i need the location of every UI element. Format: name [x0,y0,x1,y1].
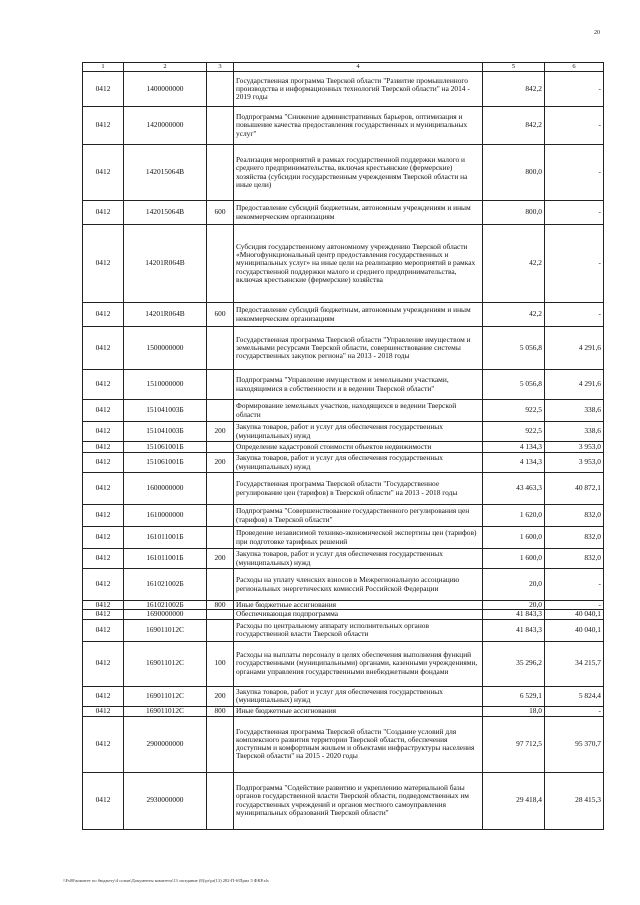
section-code-cell: 0412 [83,549,124,569]
section-code-cell: 0412 [83,442,124,453]
section-code-cell: 0412 [83,400,124,422]
actual-amount-cell: 832,0 [545,549,604,569]
description-cell: Иные бюджетные ассигнования [234,601,483,610]
table-row [83,303,604,327]
expense-type-cell [207,327,234,370]
planned-amount-cell: 42,2 [483,225,545,303]
planned-amount-cell: 97 712,5 [483,716,545,772]
expense-type-cell: 200 [207,453,234,473]
description-cell: Проведение независимой технико-экономической экспертизы цен (тарифов) при подготовке тарифных решений [234,527,483,549]
actual-amount-cell: - [545,201,604,225]
expense-type-cell [207,72,234,107]
section-code-cell: 0412 [83,225,124,303]
description-cell: Расходы по центральному аппарату исполнительных органов государственной власти Тверской области [234,619,483,641]
target-article-cell: 1400000000 [124,72,207,107]
target-article-cell: 2930000000 [124,772,207,829]
target-article-cell: 142015064В [124,145,207,201]
target-article-cell: 161021002Б [124,569,207,601]
section-code-cell: 0412 [83,201,124,225]
actual-amount-cell: 832,0 [545,505,604,527]
actual-amount-cell: - [545,225,604,303]
expense-type-cell: 600 [207,201,234,225]
column-header: 5 [483,63,545,72]
planned-amount-cell: 18,0 [483,706,545,716]
table-row [83,201,604,225]
description-cell: Иные бюджетные ассигнования [234,706,483,716]
column-number-row [83,63,604,72]
expense-type-cell [207,400,234,422]
planned-amount-cell: 29 418,4 [483,772,545,829]
description-cell: Субсидия государственному автономному учреждению Тверской области «Многофункциональный центр предоставления государственных и муниципальных услуг» на иные цели на реализацию мероприятий в рамках государственной поддержки малого и среднего предпринимательства, включая крестьянские (фермерские) хозяйства [234,225,483,303]
column-header: 4 [234,63,483,72]
section-code-cell: 0412 [83,107,124,145]
planned-amount-cell: 1 620,0 [483,505,545,527]
planned-amount-cell: 43 463,3 [483,473,545,505]
table-row [83,706,604,716]
column-header: 6 [545,63,604,72]
target-article-cell: 2900000000 [124,716,207,772]
table-row [83,442,604,453]
description-cell: Подпрограмма "Управление имуществом и земельными участками, находящимися в собственности и в ведении Тверской области" [234,370,483,400]
expense-type-cell: 200 [207,686,234,706]
expense-type-cell [207,370,234,400]
target-article-cell: 151041003Б [124,422,207,442]
expense-type-cell: 800 [207,706,234,716]
planned-amount-cell: 5 056,8 [483,327,545,370]
expense-type-cell [207,442,234,453]
planned-amount-cell: 35 296,2 [483,641,545,686]
section-code-cell: 0412 [83,453,124,473]
section-code-cell: 0412 [83,641,124,686]
description-cell: Определение кадастровой стоимости объектов недвижимости [234,442,483,453]
budget-table [82,62,604,830]
section-code-cell: 0412 [83,772,124,829]
expense-type-cell [207,569,234,601]
planned-amount-cell: 42,2 [483,303,545,327]
expense-type-cell: 100 [207,641,234,686]
table-row [83,505,604,527]
section-code-cell: 0412 [83,610,124,619]
target-article-cell: 161021002Б [124,601,207,610]
description-cell: Закупка товаров, работ и услуг для обеспечения государственных (муниципальных) нужд [234,549,483,569]
section-code-cell: 0412 [83,619,124,641]
description-cell: Государственная программа Тверской области "Государственное регулирование цен (тарифов) в Тверской области" на 2013 - 2018 годы [234,473,483,505]
section-code-cell: 0412 [83,569,124,601]
table-row [83,473,604,505]
actual-amount-cell: 3 953,0 [545,453,604,473]
planned-amount-cell: 1 600,0 [483,549,545,569]
target-article-cell: 14201R064В [124,225,207,303]
expense-type-cell [207,716,234,772]
expense-type-cell [207,225,234,303]
planned-amount-cell: 41 843,3 [483,619,545,641]
expense-type-cell [207,772,234,829]
actual-amount-cell: 4 291,6 [545,327,604,370]
description-cell: Предоставление субсидий бюджетным, автономным учреждениям и иным некоммерческим организациям [234,201,483,225]
target-article-cell: 169011012С [124,686,207,706]
description-cell: Подпрограмма "Снижение административных барьеров, оптимизация и повышение качества предоставления государственных и муниципальных услуг" [234,107,483,145]
target-article-cell: 161011001Б [124,549,207,569]
expense-type-cell [207,527,234,549]
planned-amount-cell: 842,2 [483,72,545,107]
actual-amount-cell: 40 872,1 [545,473,604,505]
actual-amount-cell: 338,6 [545,422,604,442]
planned-amount-cell: 5 056,8 [483,370,545,400]
target-article-cell: 142015064В [124,201,207,225]
column-header: 1 [83,63,124,72]
table-row [83,527,604,549]
table-row [83,601,604,610]
planned-amount-cell: 4 134,3 [483,453,545,473]
description-cell: Государственная программа Тверской области "Управление имуществом и земельными ресурсами Тверской области, совершенствование системы государственных закупок региона" на 2013 - 2018 годы [234,327,483,370]
table-row [83,225,604,303]
section-code-cell: 0412 [83,327,124,370]
file-path-footer: \\Fs00\комитет по бюджету\4 созыв\Документы комитета\13 заседание (8)\pr\pr(13) 282-П-6\Прил 5 ФКР.xls [63,878,269,883]
page-number: 20 [594,30,600,36]
description-cell: Предоставление субсидий бюджетным, автономным учреждениям и иным некоммерческим организациям [234,303,483,327]
description-cell: Реализация мероприятий в рамках государственной поддержки малого и среднего предпринимательства, включая крестьянские (фермерские) хозяйства (субсидии государственным учреждениям Тверской области на иные цели) [234,145,483,201]
planned-amount-cell: 6 529,1 [483,686,545,706]
actual-amount-cell: - [545,706,604,716]
actual-amount-cell: - [545,107,604,145]
actual-amount-cell: - [545,303,604,327]
actual-amount-cell: 28 415,3 [545,772,604,829]
table-row [83,72,604,107]
planned-amount-cell: 20,0 [483,569,545,601]
planned-amount-cell: 41 843,3 [483,610,545,619]
actual-amount-cell: 3 953,0 [545,442,604,453]
planned-amount-cell: 1 600,0 [483,527,545,549]
target-article-cell: 169011012С [124,619,207,641]
expense-type-cell: 600 [207,303,234,327]
description-cell: Формирование земельных участков, находящихся в ведении Тверской области [234,400,483,422]
section-code-cell: 0412 [83,716,124,772]
target-article-cell: 1420000000 [124,107,207,145]
expense-type-cell: 200 [207,422,234,442]
table-row [83,716,604,772]
actual-amount-cell: - [545,569,604,601]
table-row [83,641,604,686]
table-row [83,327,604,370]
target-article-cell: 1500000000 [124,327,207,370]
description-cell: Закупка товаров, работ и услуг для обеспечения государственных (муниципальных) нужд [234,422,483,442]
table-row [83,686,604,706]
description-cell: Закупка товаров, работ и услуг для обеспечения государственных (муниципальных) нужд [234,686,483,706]
target-article-cell: 151061001Б [124,442,207,453]
section-code-cell: 0412 [83,370,124,400]
section-code-cell: 0412 [83,527,124,549]
section-code-cell: 0412 [83,505,124,527]
table-row [83,549,604,569]
planned-amount-cell: 800,0 [483,201,545,225]
section-code-cell: 0412 [83,303,124,327]
column-header: 3 [207,63,234,72]
actual-amount-cell: 338,6 [545,400,604,422]
description-cell: Подпрограмма "Содействие развитию и укреплению материальной базы органов государственной власти Тверской области, подведомственных им государственных учреждений и органов местного самоуправления муниципальных образований Тверской области" [234,772,483,829]
target-article-cell: 169011012С [124,641,207,686]
target-article-cell: 14201R064В [124,303,207,327]
actual-amount-cell: 40 040,1 [545,610,604,619]
table-row [83,610,604,619]
section-code-cell: 0412 [83,706,124,716]
table-row [83,370,604,400]
planned-amount-cell: 20,0 [483,601,545,610]
table-row [83,107,604,145]
target-article-cell: 1690000000 [124,610,207,619]
table-row [83,453,604,473]
actual-amount-cell: 95 370,7 [545,716,604,772]
actual-amount-cell: - [545,145,604,201]
section-code-cell: 0412 [83,422,124,442]
target-article-cell: 151061001Б [124,453,207,473]
expense-type-cell [207,505,234,527]
description-cell: Обеспечивающая подпрограмма [234,610,483,619]
section-code-cell: 0412 [83,686,124,706]
table-row [83,422,604,442]
actual-amount-cell: - [545,601,604,610]
table-row [83,145,604,201]
planned-amount-cell: 922,5 [483,400,545,422]
table-row [83,619,604,641]
target-article-cell: 1600000000 [124,473,207,505]
expense-type-cell: 200 [207,549,234,569]
target-article-cell: 161011001Б [124,527,207,549]
section-code-cell: 0412 [83,145,124,201]
table-row [83,400,604,422]
table-row [83,772,604,829]
expense-type-cell [207,619,234,641]
planned-amount-cell: 842,2 [483,107,545,145]
description-cell: Расходы на выплаты персоналу в целях обеспечения выполнения функций государственными (муниципальными) органами, казенными учреждениями, органами управления государственными внебюджетными фондами [234,641,483,686]
expense-type-cell [207,610,234,619]
actual-amount-cell: - [545,72,604,107]
target-article-cell: 1510000000 [124,370,207,400]
expense-type-cell [207,145,234,201]
description-cell: Закупка товаров, работ и услуг для обеспечения государственных (муниципальных) нужд [234,453,483,473]
table-row [83,569,604,601]
column-header: 2 [124,63,207,72]
description-cell: Государственная программа Тверской области "Развитие промышленного производства и информационных технологий Тверской области" на 2014 - 2019 годы [234,72,483,107]
section-code-cell: 0412 [83,473,124,505]
actual-amount-cell: 5 824,4 [545,686,604,706]
planned-amount-cell: 800,0 [483,145,545,201]
planned-amount-cell: 4 134,3 [483,442,545,453]
description-cell: Подпрограмма "Совершенствование государственного регулирования цен (тарифов) в Тверской области" [234,505,483,527]
description-cell: Государственная программа Тверской области "Создание условий для комплексного развития территории Тверской области, обеспечения доступным и комфортным жильем и объектами инфраструктуры населения Тверской области" на 2015 - 2020 годы [234,716,483,772]
target-article-cell: 151041003Б [124,400,207,422]
section-code-cell: 0412 [83,72,124,107]
actual-amount-cell: 40 040,1 [545,619,604,641]
expense-type-cell: 800 [207,601,234,610]
actual-amount-cell: 34 215,7 [545,641,604,686]
actual-amount-cell: 832,0 [545,527,604,549]
planned-amount-cell: 922,5 [483,422,545,442]
description-cell: Расходы на уплату членских взносов в Межрегиональную ассоциацию региональных энергетических комиссий Российской Федерации [234,569,483,601]
expense-type-cell [207,107,234,145]
actual-amount-cell: 4 291,6 [545,370,604,400]
section-code-cell: 0412 [83,601,124,610]
target-article-cell: 1610000000 [124,505,207,527]
target-article-cell: 169011012С [124,706,207,716]
expense-type-cell [207,473,234,505]
